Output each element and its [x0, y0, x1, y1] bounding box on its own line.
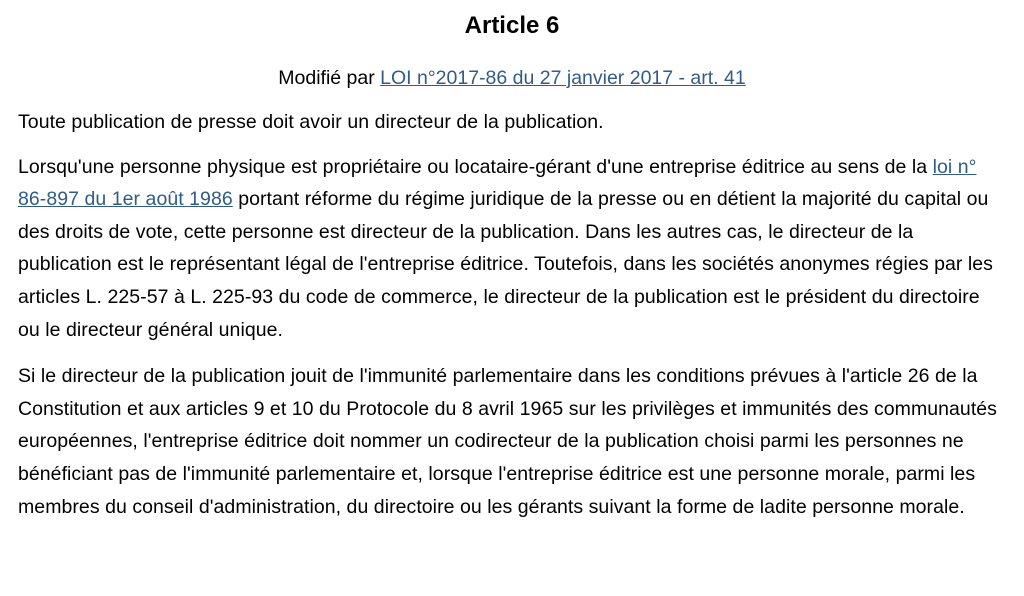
article-title: Article 6	[464, 12, 560, 39]
paragraph-2-text-before: Lorsqu'une personne physique est propriétaire ou locataire-gérant d'une entreprise éditrice au sens de la	[18, 155, 933, 178]
modifying-law-link[interactable]: LOI n°2017-86 du 27 janvier 2017 - art. 41	[380, 67, 746, 89]
paragraph-1: Toute publication de presse doit avoir un directeur de la publication.	[18, 111, 604, 133]
modification-line	[18, 65, 1006, 91]
modification-prefix: Modifié par	[278, 67, 381, 89]
paragraph-3: Si le directeur de la publication jouit de l'immunité parlementaire dans les conditions prévues à l'article 26 de la Constitution et aux articles 9 et 10 du Protocole du 8 avril 1965 sur les privilèges et immunités des communautés européennes, l'entreprise éditrice doit nommer un codirecteur de la publication choisi parmi les personnes ne bénéficiant pas de l'immunité parlementaire et, lorsque l'entreprise éditrice est une personne morale, parmi les membres du conseil d'administration, du directoire ou les gérants suivant la forme de ladite personne morale.	[18, 365, 997, 518]
paragraph-2-text-after: portant réforme du régime juridique de la presse ou en détient la majorité du capital ou des droits de vote, cette personne est directeur de la publication. Dans les autres cas, le directeur de la publication est le représentant légal de l'entreprise éditrice. Toutefois, dans les sociétés anonymes régies par les articles L. 225-57 à L. 225-93 du code de commerce, le directeur de la publication est le président du directoire ou le directeur général unique.	[18, 188, 993, 341]
law-1986-link[interactable]: loi n° 86-897 du 1er août 1986	[18, 155, 977, 211]
paragraph-2	[18, 151, 1006, 347]
